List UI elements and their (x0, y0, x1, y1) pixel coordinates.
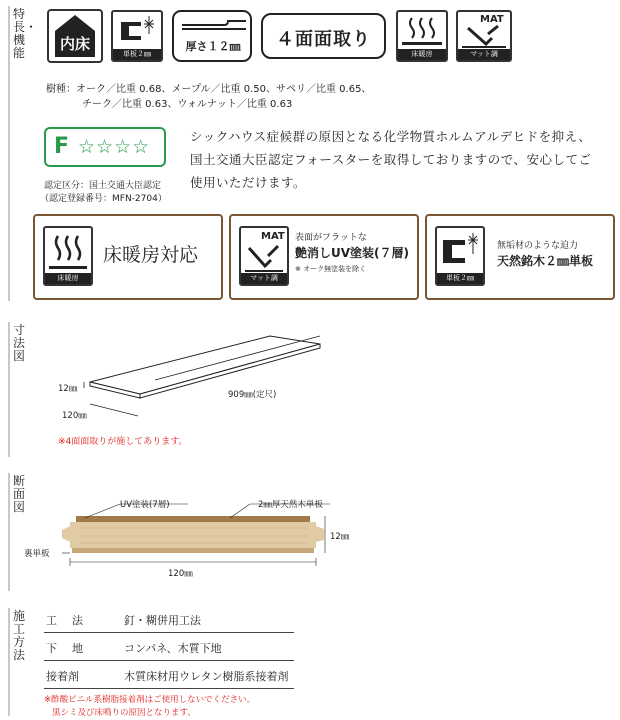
star-rating: ☆☆☆☆ (78, 136, 151, 158)
mat-label: MAT (480, 14, 504, 25)
mat-finish-icon (456, 10, 512, 62)
dim-width: 120㎜ (62, 411, 87, 421)
veneer-label: 2㎜厚天然木単板 (258, 500, 323, 510)
mat-caption-2: マット調 (241, 273, 287, 284)
matte-note: ※ オーク無塗装を除く (295, 265, 367, 273)
uv-coating-label: UV塗装(7層) (120, 500, 170, 510)
f-mark: F (54, 134, 70, 159)
floor-heating-caption-2: 床暖房 (45, 273, 91, 284)
cross-width-label: 120㎜ (168, 569, 193, 579)
floor-heating-title: 床暖房対応 (103, 244, 199, 266)
dim-thickness: 12㎜ (58, 384, 78, 394)
veneer-caption: 単板２㎜ (113, 49, 161, 60)
four-side-chamfer-badge (261, 13, 386, 59)
mat-label-2: MAT (261, 231, 285, 242)
section-bar-dimensions (8, 322, 10, 457)
feature-floor-heating (33, 214, 223, 300)
interior-floor-icon (47, 9, 103, 63)
section-bar-features (8, 6, 10, 301)
thickness-label: 厚さ１２㎜ (185, 40, 241, 53)
feature-matte-uv (229, 214, 419, 300)
floor-heating-caption: 床暖房 (398, 49, 446, 60)
veneer-line-2: 天然銘木２㎜単板 (497, 254, 594, 268)
veneer-line-1: 無垢材のような迫力 (497, 241, 579, 251)
section-bar-method (8, 608, 10, 716)
section-bar-cross-section (8, 473, 10, 591)
method-value-3: 木質床材用ウレタン樹脂系接着剤 (124, 670, 289, 683)
species-line-2: チーク／比重 0.63、ウォルナット／比重 0.63 (82, 99, 293, 110)
interior-floor-label: 内床 (59, 35, 90, 53)
adhesive-warning-2: 黒シミ及び床鳴りの原因となります。 (52, 708, 196, 718)
dim-length: 909㎜(定尺) (228, 390, 277, 400)
thickness-badge (172, 10, 252, 62)
certification-class: 認定区分：国土交通大臣認定 (44, 181, 162, 191)
species-line-1: 樹種：オーク／比重 0.68、メープル／比重 0.50、サペリ／比重 0.65、 (46, 84, 372, 95)
section-label-dimensions: 寸法図 (13, 323, 26, 363)
method-value-2: コンパネ、木質下地 (124, 642, 222, 655)
method-divider-2 (44, 660, 294, 661)
method-divider-1 (44, 632, 294, 633)
matte-line-1: 表面がフラットな (295, 233, 367, 243)
chamfer-note: ※4面面取りが施してあります。 (58, 437, 188, 447)
mat-finish-icon (239, 226, 289, 286)
floor-heating-icon (396, 10, 448, 62)
veneer-2mm-icon (111, 10, 163, 62)
veneer-2mm-icon (435, 226, 485, 286)
mat-caption: マット調 (458, 49, 510, 60)
certification-registration: （認定登録番号：MFN-2704） (40, 194, 167, 204)
section-label-features: 特長・機能 (13, 7, 38, 60)
cross-thickness-label: 12㎜ (330, 532, 350, 542)
back-veneer-label: 裏単板 (24, 549, 50, 559)
method-value-1: 釘・糊併用工法 (124, 614, 201, 627)
method-key-1: 工 法 (46, 614, 85, 627)
chamfer-label: ４面面取り (276, 29, 371, 50)
adhesive-warning-1: ※酢酸ビニル系樹脂接着剤はご使用しないでください。 (44, 695, 256, 705)
section-label-cross-section: 断面図 (13, 474, 26, 514)
formaldehyde-description: シックハウス症候群の原因となる化学物質ホルムアルデヒドを抑え、国土交通大臣認定フォースターを取得しておりますので、安心してご使用いただけます。 (190, 129, 592, 190)
matte-line-2: 艶消しUV塗装(７層) (295, 246, 410, 260)
method-key-2: 下 地 (46, 642, 85, 655)
f-four-star-badge (44, 127, 166, 167)
veneer-caption-2: 単板２㎜ (437, 273, 483, 284)
section-label-method: 施工方法 (13, 609, 26, 662)
method-divider-3 (44, 688, 294, 689)
floor-heating-icon (43, 226, 93, 286)
feature-natural-veneer (425, 214, 615, 300)
method-key-3: 接着剤 (46, 670, 79, 683)
